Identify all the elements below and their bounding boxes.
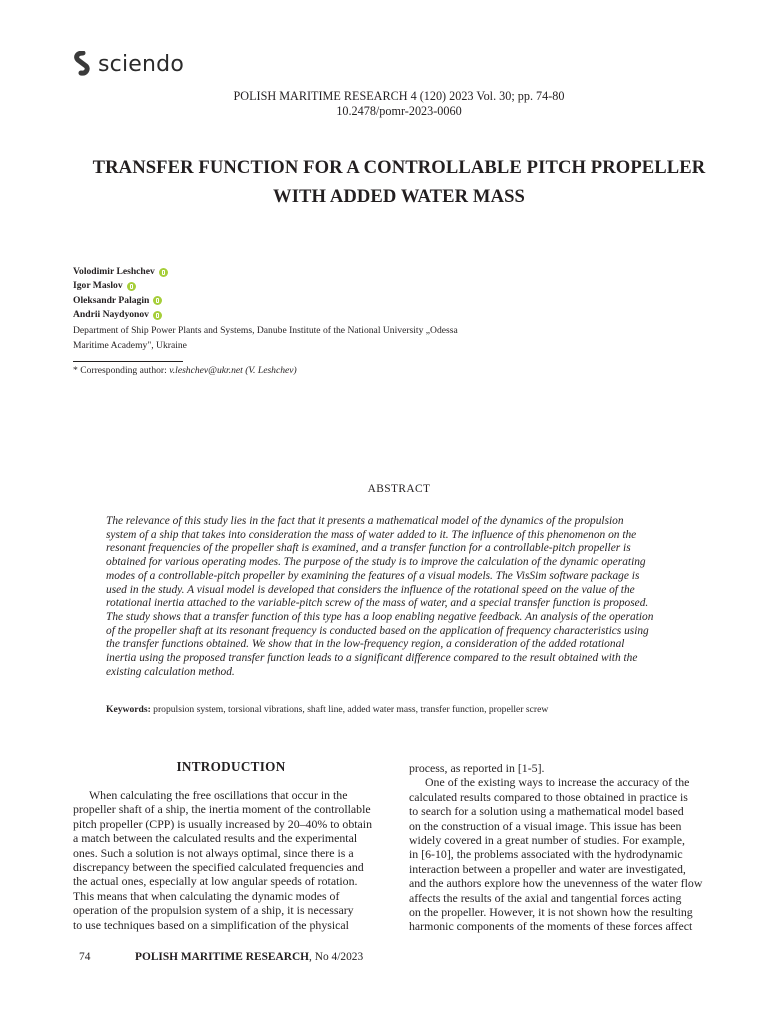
orcid-icon[interactable] xyxy=(127,282,136,291)
body-column-left xyxy=(73,788,389,932)
author-name: Andrii Naydyonov xyxy=(73,309,149,321)
author-name: Volodimir Leshchev xyxy=(73,266,155,277)
orcid-icon[interactable] xyxy=(153,296,162,305)
page-number: 74 xyxy=(79,951,91,963)
body-line: affects the results of the axial and tangential forces acting xyxy=(409,890,682,905)
title-line-2: WITH ADDED WATER MASS xyxy=(273,186,525,207)
affiliation-line: Department of Ship Power Plants and Systems, Danube Institute of the National University „Odessa xyxy=(73,325,458,336)
body-line: in [6-10], the problems associated with the hydrodynamic xyxy=(409,847,683,862)
author-email-link[interactable]: v.leshchev@ukr.net (V. Leshchev) xyxy=(169,365,297,376)
body-line: to search for a solution using a mathematical model based xyxy=(409,804,684,819)
affiliation-line: Maritime Academy", Ukraine xyxy=(73,340,187,351)
body-line: process, as reported in [1-5]. xyxy=(409,761,545,775)
body-line: One of the existing ways to increase the accuracy of the xyxy=(425,775,690,790)
body-line: This means that when calculating the dynamic modes of xyxy=(73,888,340,903)
body-line: propeller shaft of a ship, the inertia moment of the controllable xyxy=(73,802,371,817)
abstract-heading: ABSTRACT xyxy=(367,483,431,495)
abstract-body xyxy=(106,515,692,679)
author xyxy=(73,265,168,279)
body-line: widely covered in a great number of studies. For example, xyxy=(409,833,685,848)
body-line: When calculating the free oscillations that occur in the xyxy=(89,788,348,802)
author xyxy=(73,308,168,322)
publisher-logo xyxy=(72,50,184,78)
body-line: on the construction of a visual image. This issue has been xyxy=(409,818,682,833)
footnote-divider xyxy=(73,361,183,362)
body-column-right xyxy=(409,761,725,934)
keywords xyxy=(106,703,548,716)
body-line: harmonic components of the moments of these forces affect xyxy=(409,919,693,934)
title-line-1: TRANSFER FUNCTION FOR A CONTROLLABLE PITCH PROPELLER xyxy=(92,157,706,178)
corresponding-author-note xyxy=(73,364,297,377)
body-line: ones. Such a solution is not always optimal, since there is a xyxy=(73,845,354,860)
body-line: on the propeller. However, it is not shown how the resulting xyxy=(409,905,693,920)
body-line: the actual ones, especially at low angular speeds of rotation. xyxy=(73,874,358,889)
orcid-icon[interactable] xyxy=(153,311,162,320)
affiliation xyxy=(73,323,513,353)
section-heading-introduction: INTRODUCTION xyxy=(176,759,286,774)
orcid-icon[interactable] xyxy=(159,268,168,277)
body-line: pitch propeller (CPP) is usually increased by 20–40% to obtain xyxy=(73,816,373,831)
author-name: Oleksandr Palagin xyxy=(73,294,150,306)
body-line: operation of the propulsion system of a ship, it is necessary xyxy=(73,903,354,918)
paper-title xyxy=(60,153,738,211)
abstract-line: The study shows that a transfer function of this type has a loop enabling negative feedback. An analysis of the operation xyxy=(106,610,654,623)
body-line: calculated results compared to those obtained in practice is xyxy=(409,789,688,804)
abstract-line: rotational inertia attached to the variable-pitch screw of the mass of water, and a special transfer function is proposed. xyxy=(106,597,649,610)
abstract-line: modes of a controllable-pitch propeller by examining the features of a visual models. The VisSim software package is xyxy=(106,569,640,582)
body-line: a match between the calculated results and the experimental xyxy=(73,831,358,846)
journal-citation: POLISH MARITIME RESEARCH 4 (120) 2023 Vol. 30; pp. 74-80 xyxy=(233,89,565,103)
journal-name: POLISH MARITIME RESEARCH xyxy=(135,951,310,963)
sciendo-logo-icon xyxy=(72,51,94,77)
abstract-line: of the propeller shaft at its resonant frequency is conducted based on the application of frequency characteristics using xyxy=(106,624,649,637)
abstract-line: existing calculation method. xyxy=(106,665,235,678)
abstract-line: system of a ship that takes into consideration the mass of water added to it. The influence of this phenomenon on the xyxy=(106,528,637,541)
running-footer xyxy=(135,951,363,963)
keywords-text: propulsion system, torsional vibrations, shaft line, added water mass, transfer function, propeller screw xyxy=(150,704,549,715)
issue-number: , No 4/2023 xyxy=(309,951,364,963)
abstract-line: inertia using the proposed transfer function leads to a significant difference compared to the result obtained with the xyxy=(106,652,638,665)
body-line: to use techniques based on a simplification of the physical xyxy=(73,917,349,932)
author xyxy=(73,279,168,293)
footnote-prefix: * Corresponding author: xyxy=(73,365,170,376)
body-line: interaction between a propeller and water are investigated, xyxy=(409,861,686,876)
author-name: Igor Maslov xyxy=(73,280,123,292)
abstract-line: resonant frequencies of the propeller shaft is examined, and a transfer function for a controllable-pitch propeller is xyxy=(106,542,631,555)
abstract-line: used in the study. A visual model is developed that considers the influence of the rotational speed on the value of the xyxy=(106,583,635,596)
body-line: and the authors explore how the unevenness of the water flow xyxy=(409,876,703,891)
author-list xyxy=(73,265,168,323)
abstract-line: The relevance of this study lies in the fact that it presents a mathematical model of the dynamics of the propulsion xyxy=(106,515,624,527)
author xyxy=(73,294,168,308)
doi: 10.2478/pomr-2023-0060 xyxy=(336,104,462,118)
abstract-line: the transfer functions obtained. We show that in the low-frequency region, a consideration of the added rotational xyxy=(106,638,625,651)
abstract-line: obtained for various operating modes. The purpose of the study is to improve the calculation of the dynamic operating xyxy=(106,556,646,569)
keywords-label: Keywords: xyxy=(106,704,151,715)
logo-text: sciendo xyxy=(98,51,184,77)
body-line: discrepancy between the specified calculated frequencies and xyxy=(73,860,364,875)
